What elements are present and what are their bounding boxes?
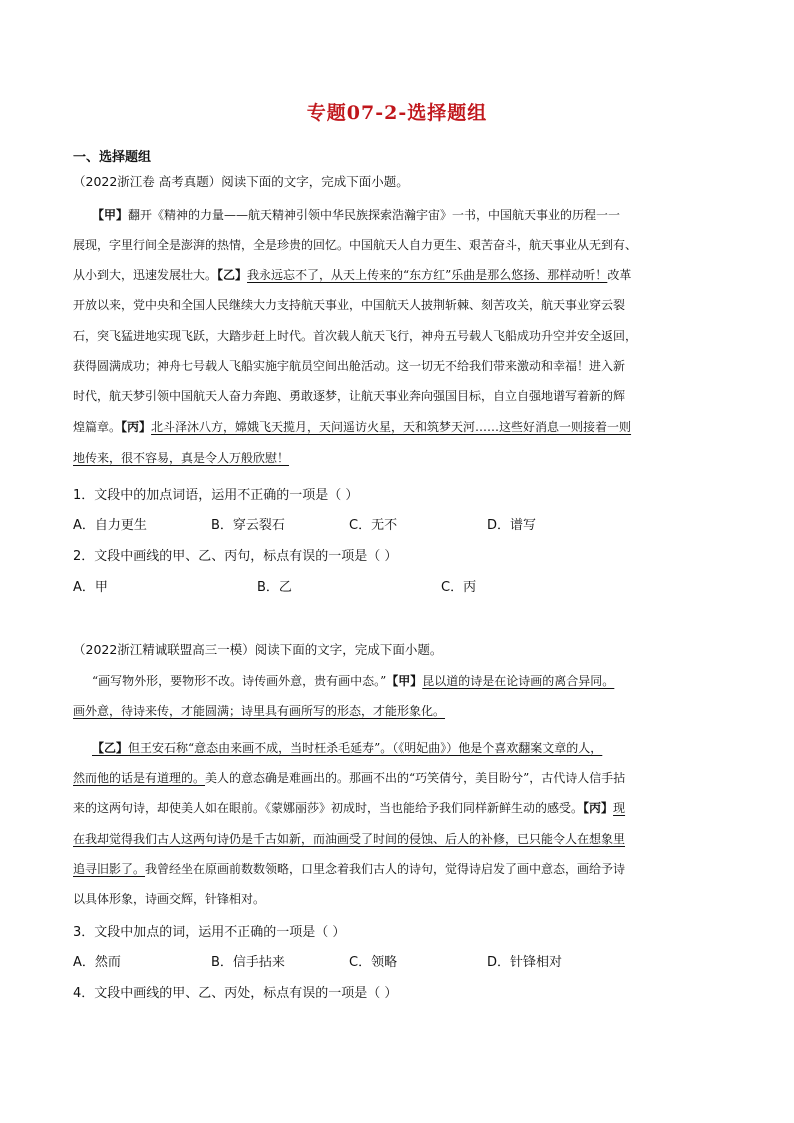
g1-line: 石，突飞猛进地实现飞跃，大踏步赶上时代。首次载人航天飞行，神舟五号载人飞船成功升空并安全返回，: [73, 329, 638, 343]
question-2: 2．文段中画线的甲、乙、丙句，标点有误的一项是（ ）: [73, 549, 398, 564]
g1-line: 煌篇章。【丙】北斗泽沐八方，嫦娥飞天揽月，天问遥访火星，天和筑梦天河……这些好消息一则接着一则: [73, 420, 632, 434]
group2-intro: （2022浙江精诚联盟高三一模）阅读下面的文字，完成下面小题。: [73, 642, 443, 657]
section-heading: 一、选择题组: [73, 150, 152, 165]
g2-line: 在我却觉得我们古人这两句诗仍是千古如新，而油画受了时间的侵蚀、后人的补修，已只能令人在想象里: [73, 832, 626, 846]
q3-option-d[interactable]: D．针锋相对: [487, 955, 563, 970]
q2-option-a[interactable]: A．甲: [73, 580, 108, 595]
q1-option-c[interactable]: C．无不: [349, 518, 398, 533]
g2-line: 【乙】但王安石称“意态由来画不成，当时枉杀毛延寿”。（《明妃曲》）他是个喜欢翻案文章的人，: [92, 741, 603, 755]
q2-option-b[interactable]: B．乙: [257, 580, 292, 595]
g1-line: 展现，字里行间全是澎湃的热情，全是珍贵的回忆。中国航天人自力更生、艰苦奋斗，航天事业从无到有、: [73, 238, 638, 252]
g2-line: “画写物外形，要物形不改。诗传画外意，贵有画中态。”【甲】昆以道的诗是在论诗画的离合异同。: [92, 674, 615, 688]
g1-line: 【甲】翻开《精神的力量——航天精神引领中华民族探索浩瀚宇宙》一书，中国航天事业的历程一一: [92, 208, 621, 222]
g2-line: 来的这两句诗，却使美人如在眼前。《蒙娜丽莎》初成时，当也能给予我们同样新鲜生动的感受。【丙】现: [73, 801, 626, 815]
q1-option-b[interactable]: B．穿云裂石: [211, 518, 285, 533]
q3-option-b[interactable]: B．信手拈来: [211, 955, 285, 970]
group1-intro: （2022浙江卷 高考真题）阅读下面的文字，完成下面小题。: [73, 174, 409, 189]
q1-option-d[interactable]: D．谱写: [487, 518, 537, 533]
question-1: 1．文段中的加点词语，运用不正确的一项是（ ）: [73, 488, 359, 503]
g2-line: 画外意，待诗来传，才能圆满；诗里具有画所写的形态，才能形象化。: [73, 704, 446, 718]
q1-option-a[interactable]: A．自力更生: [73, 518, 147, 533]
g1-line: 获得圆满成功；神舟七号载人飞船实施宇航员空间出舱活动。这一切无不给我们带来激动和幸福！进入新: [73, 359, 626, 373]
g1-line: 从小到大，迅速发展壮大。【乙】我永远忘不了，从天上传来的“东方红”乐曲是那么悠扬、那样动听！改革: [73, 268, 632, 282]
g2-line: 以具体形象，诗画交辉，针锋相对。: [73, 892, 266, 906]
q3-option-c[interactable]: C．领略: [349, 955, 398, 970]
g1-line: 时代，航天梦引领中国航天人奋力奔跑、勇敢逐梦，让航天事业奔向强国目标，自立自强地谱写着新的辉: [73, 389, 626, 403]
g2-line: 然而他的话是有道理的。美人的意态确是难画出的。那画不出的“巧笑倩兮，美目盼兮”，古代诗人信手拈: [73, 771, 626, 785]
g2-line: 追寻旧影了。我曾经坐在原画前数数领略，口里念着我们古人的诗句，觉得诗启发了画中意态，画给予诗: [73, 862, 626, 876]
g1-line: 开放以来，党中央和全国人民继续大力支持航天事业，中国航天人披荆斩棘、刻苦攻关，航天事业穿云裂: [73, 298, 626, 312]
q2-option-c[interactable]: C．丙: [441, 580, 477, 595]
q3-option-a[interactable]: A．然而: [73, 955, 121, 970]
question-4: 4．文段中画线的甲、乙、丙处，标点有误的一项是（ ）: [73, 986, 398, 1001]
g1-line: 地传来，很不容易，真是令人万般欣慰！: [73, 451, 290, 465]
question-3: 3．文段中加点的词，运用不正确的一项是（ ）: [73, 925, 346, 940]
page-title: 专题07-2-选择题组: [306, 102, 488, 124]
